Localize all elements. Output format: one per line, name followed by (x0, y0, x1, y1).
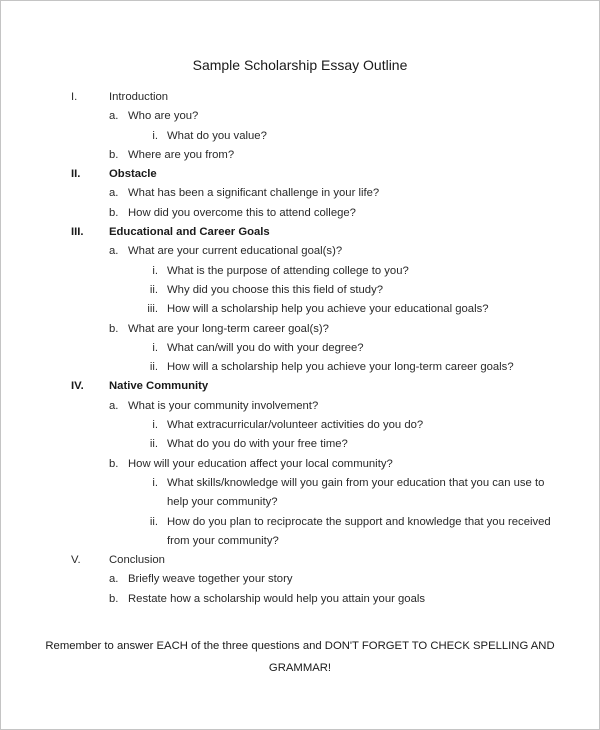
item-letter: b. (109, 322, 119, 335)
outline-item (1, 590, 599, 609)
outline-subitem (1, 281, 599, 300)
document-title: Sample Scholarship Essay Outline (192, 57, 408, 73)
item-text: What is your community involvement? (128, 399, 319, 412)
subitem-text: What do you value? (167, 129, 267, 142)
outline-item (1, 107, 599, 126)
subitem-numeral: ii. (149, 283, 158, 296)
item-text: What has been a significant challenge in your life? (128, 187, 380, 200)
outline-subitem (1, 127, 599, 146)
subitem-text: What skills/knowledge will you gain from your education that you can use to help your community? (167, 476, 545, 509)
outline-section-heading (1, 88, 599, 107)
subitem-text: What is the purpose of attending college to you? (167, 264, 409, 277)
subitem-numeral: i. (152, 419, 158, 432)
outline-subitem (1, 416, 599, 435)
outline-section-heading (1, 165, 599, 184)
outline-item (1, 184, 599, 203)
outline-item (1, 570, 599, 589)
outline-section-heading (1, 551, 599, 570)
section-number: III. (71, 226, 84, 239)
item-letter: b. (109, 592, 119, 605)
subitem-text: Why did you choose this this field of study? (167, 283, 384, 296)
subitem-numeral: i. (152, 476, 158, 489)
outline-item (1, 146, 599, 165)
subitem-numeral: ii. (149, 515, 158, 528)
subitem-numeral: i. (152, 129, 158, 142)
section-number: I. (71, 91, 78, 103)
subitem-numeral: ii. (149, 361, 158, 374)
item-text: How will your education affect your local community? (128, 457, 393, 470)
outline-subitem (1, 474, 599, 513)
section-title: Obstacle (109, 168, 157, 181)
section-title: Educational and Career Goals (109, 226, 270, 239)
outline-section-heading (1, 377, 599, 396)
outline-section-heading (1, 223, 599, 242)
subitem-text: What do you do with your free time? (167, 438, 348, 451)
subitem-text: How do you plan to reciprocate the support and knowledge that you received from your community? (167, 515, 551, 547)
section-title: Native Community (109, 380, 209, 393)
section-number: V. (71, 554, 81, 567)
item-letter: b. (109, 206, 119, 219)
subitem-numeral: ii. (149, 438, 158, 451)
outline-subitem (1, 262, 599, 281)
outline-subitem (1, 513, 599, 552)
subitem-text: How will a scholarship help you achieve your educational goals? (167, 303, 489, 316)
item-text: What are your current educational goal(s)? (128, 245, 343, 258)
item-letter: b. (109, 148, 119, 161)
outline-subitem (1, 435, 599, 454)
outline-subitem (1, 339, 599, 358)
item-letter: a. (109, 573, 119, 586)
essay-outline (1, 88, 599, 609)
section-title: Conclusion (109, 554, 165, 567)
subitem-numeral: i. (152, 264, 158, 277)
outline-subitem (1, 358, 599, 377)
subitem-numeral: i. (152, 341, 158, 354)
outline-item (1, 242, 599, 261)
item-letter: b. (109, 457, 119, 470)
item-letter: a. (109, 110, 119, 123)
item-letter: a. (109, 245, 119, 258)
outline-subitem (1, 300, 599, 319)
outline-item (1, 397, 599, 416)
subitem-text: What extracurricular/volunteer activities do you do? (167, 419, 424, 432)
item-text: What are your long-term career goal(s)? (128, 322, 329, 335)
outline-item (1, 204, 599, 223)
item-text: Who are you? (128, 110, 199, 123)
item-text: Restate how a scholarship would help you attain your goals (128, 592, 426, 605)
outline-item (1, 320, 599, 339)
outline-item (1, 455, 599, 474)
section-number: II. (71, 168, 81, 181)
reminder-note: Remember to answer EACH of the three questions and DON'T FORGET TO CHECK SPELLING AND GRAMMAR! (45, 640, 555, 674)
subitem-text: How will a scholarship help you achieve your long-term career goals? (167, 361, 514, 374)
item-text: Where are you from? (128, 148, 235, 161)
section-title: Introduction (109, 91, 169, 103)
subitem-text: What can/will you do with your degree? (167, 341, 364, 354)
item-letter: a. (109, 187, 119, 200)
item-letter: a. (109, 399, 119, 412)
section-number: IV. (71, 380, 84, 393)
item-text: How did you overcome this to attend college? (128, 206, 356, 219)
subitem-numeral: iii. (147, 303, 158, 316)
item-text: Briefly weave together your story (128, 573, 293, 586)
